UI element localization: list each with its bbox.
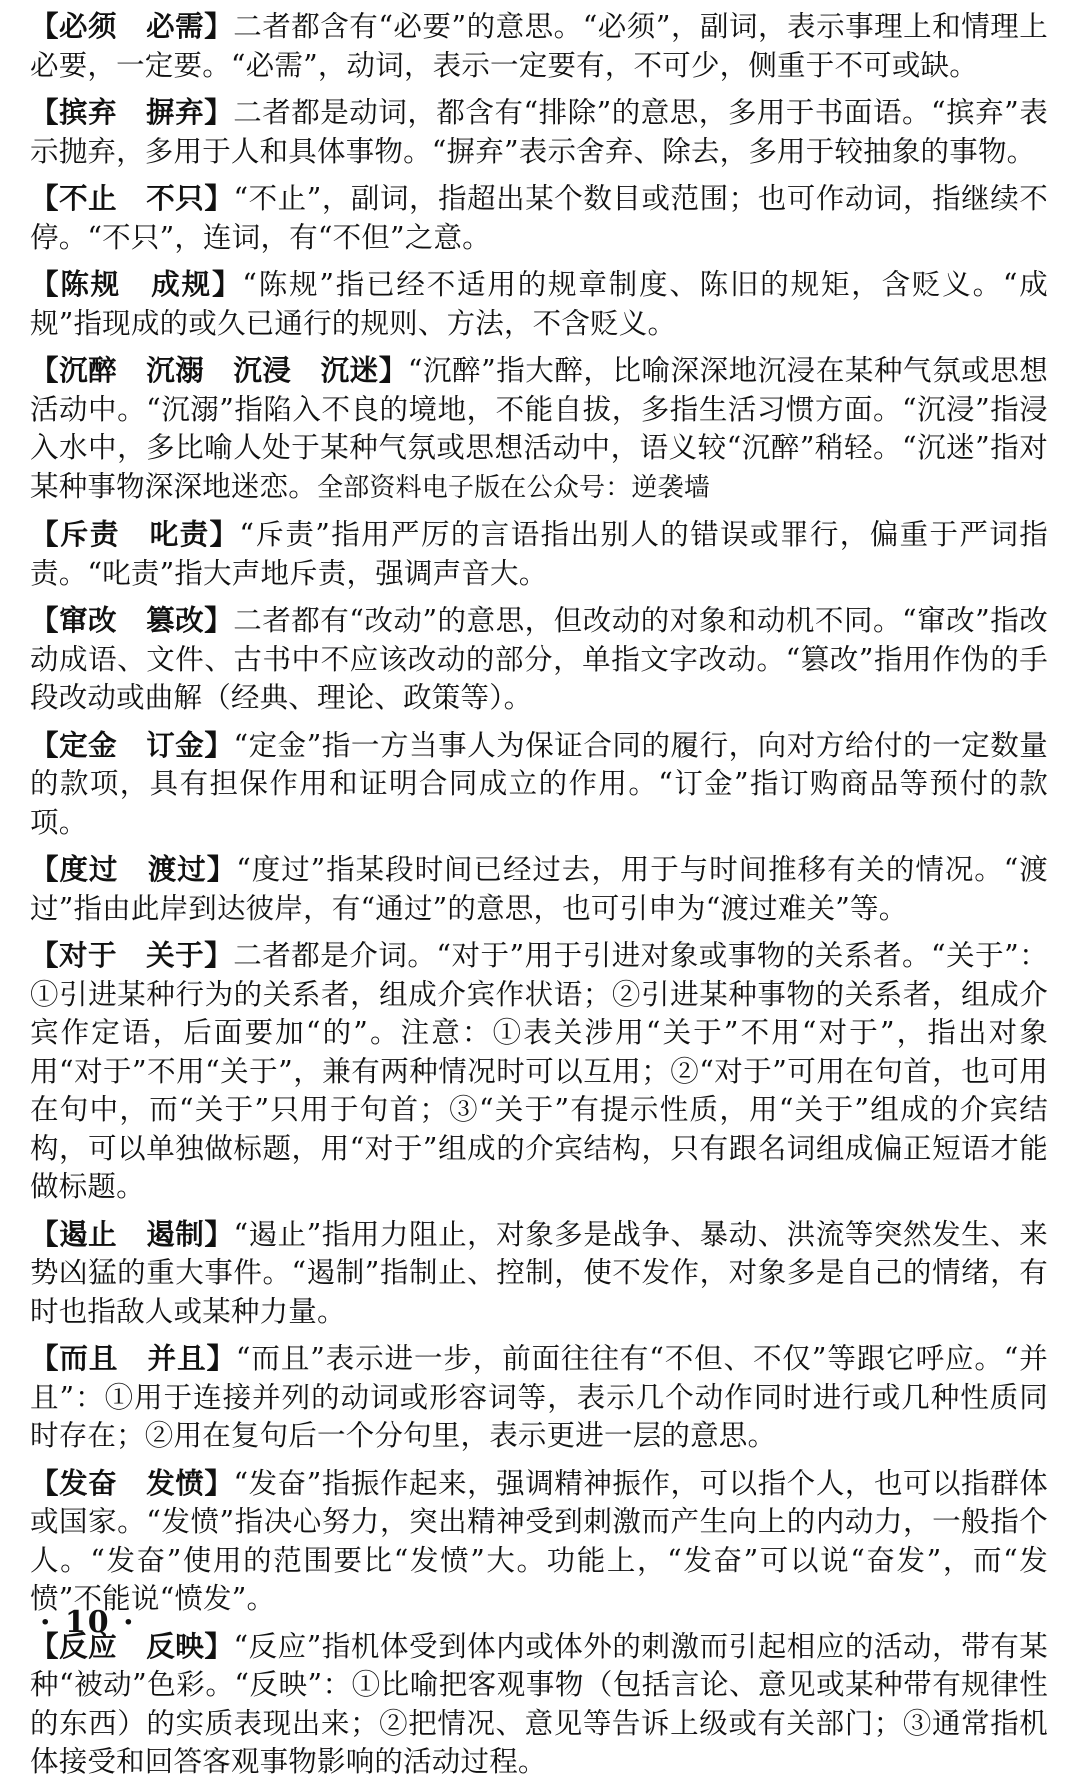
entry-term: 陈规 成规	[60, 268, 212, 301]
entry-text: “而且”表示进一步，前面往往有“不但、不仅”等跟它呼应。“并且”：①用于连接并列的动词或形容词等，表示几个动作同时进行或几种性质同时存在；②用在复句后一个分句里，表示更进一层的意思。	[30, 1342, 1048, 1452]
entry-term: 不止 不只	[59, 182, 205, 215]
entry-erqie: 【而且 并且】“而且”表示进一步，前面往往有“不但、不仅”等跟它呼应。“并且”：①用于连接并列的动词或形容词等，表示几个动作同时进行或几种性质同时存在；②用在复句后一个分句里，表示更进一层的意思。	[30, 1342, 1048, 1452]
entry-ezhi: 【遏止 遏制】“遏止”指用力阻止，对象多是战争、暴动、洪流等突然发生、来势凶猛的重大事件。“遏制”指制止、控制，使不发作，对象多是自己的情绪，有时也指敌人或某种力量。	[30, 1217, 1048, 1328]
entry-text: “发奋”指振作起来，强调精神振作，可以指个人，也可以指群体或国家。“发愤”指决心努力，突出精神受到刺激而产生向上的内动力，一般指个人。“发奋”使用的范围要比“发愤”大。功能上，“发奋”可以说“奋发”，而“发愤”不能说“愤发”。	[30, 1466, 1048, 1615]
entry-chize: 【斥责 叱责】“斥责”指用严厉的言语指出别人的错误或罪行，偏重于严词指责。“叱责”指大声地斥责，强调声音大。	[30, 518, 1048, 590]
entry-text: “遏止”指用力阻止，对象多是战争、暴动、洪流等突然发生、来势凶猛的重大事件。“遏制”指制止、控制，使不发作，对象多是自己的情绪，有时也指敌人或某种力量。	[30, 1217, 1048, 1328]
entry-buzhi: 【不止 不只】“不止”，副词，指超出某个数目或范围；也可作动词，指继续不停。“不只”，连词，有“不但”之意。	[30, 182, 1048, 254]
entry-fafen: 【发奋 发愤】“发奋”指振作起来，强调精神振作，可以指个人，也可以指群体或国家。“发愤”指决心努力，突出精神受到刺激而产生向上的内动力，一般指个人。“发奋”使用的范围要比“发愤”大。功能上，“发奋”可以说“奋发”，而“发愤”不能说“愤发”。	[30, 1466, 1048, 1615]
entry-duiyu: 【对于 关于】二者都是介词。“对于”用于引进对象或事物的关系者。“关于”：①引进某种行为的关系者，组成介宾作状语；②引进某种事物的关系者，组成介宾作定语，后面要加“的”。注意：①表关涉用“关于”不用“对于”，指出对象用“对于”不用“关于”，兼有两种情况时可以互用；②“对于”可用在句首，也可用在句中，而“关于”只用于句首；③“关于”有提示性质，用“关于”组成的介宾结构，可以单独做标题，用“对于”组成的介宾结构，只有跟名词组成偏正短语才能做标题。	[30, 939, 1048, 1203]
entry-text: “反应”指机体受到体内或体外的刺激而引起相应的活动，带有某种“被动”色彩。“反映”：①比喻把客观事物（包括言论、意见或某种带有规律性的东西）的实质表现出来；②把情况、意见等告诉上级或有关部门；③通常指机体接受和回答客观事物影响的活动过程。	[30, 1629, 1048, 1778]
entry-chenzui: 【沉醉 沉溺 沉浸 沉迷】“沉醉”指大醉，比喻深深地沉浸在某种气氛或思想活动中。“沉溺”指陷入不良的境地，不能自拔，多指生活习惯方面。“沉浸”指浸入水中，多比喻人处于某种气氛或思想活动中，语义较“沉醉”稍轻。“沉迷”指对某种事物深深地迷恋。全部资料电子版在公众号：逆袭墙	[30, 354, 1048, 503]
entry-duguo: 【度过 渡过】“度过”指某段时间已经过去，用于与时间推移有关的情况。“渡过”指由此岸到达彼岸，有“通过”的意思，也可引申为“渡过难关”等。	[30, 853, 1048, 925]
entry-note: 全部资料电子版在公众号：逆袭墙	[317, 472, 711, 503]
entry-term: 窜改 篡改	[59, 604, 205, 637]
page-number: · 10 ·	[40, 1605, 136, 1640]
document-page	[30, 8, 1048, 1791]
entry-text: “度过”指某段时间已经过去，用于与时间推移有关的情况。“渡过”指由此岸到达彼岸，有“通过”的意思，也可引申为“渡过难关”等。	[30, 853, 1048, 925]
entry-chengui: 【陈规 成规】“陈规”指已经不适用的规章制度、陈旧的规矩，含贬义。“成规”指现成的或久已通行的规则、方法，不含贬义。	[30, 268, 1048, 340]
entry-term: 必须 必需	[59, 10, 205, 43]
entry-text: “定金”指一方当事人为保证合同的履行，向对方给付的一定数量的款项，具有担保作用和证明合同成立的作用。“订金”指订购商品等预付的款项。	[30, 728, 1048, 839]
entry-text: 二者都含有“必要”的意思。“必须”，副词，表示事理上和情理上必要，一定要。“必需”，动词，表示一定要有，不可少，侧重于不可或缺。	[30, 10, 1048, 82]
entry-term: 斥责 叱责	[59, 518, 210, 551]
entry-term: 遏止 遏制	[59, 1217, 205, 1251]
entry-text: “沉醉”指大醉，比喻深深地沉浸在某种气氛或思想活动中。“沉溺”指陷入不良的境地，不能自拔，多指生活习惯方面。“沉浸”指浸入水中，多比喻人处于某种气氛或思想活动中，语义较“沉醉”稍轻。“沉迷”指对某种事物深深地迷恋。	[30, 354, 1048, 503]
entry-fanying: 【反应 反映】“反应”指机体受到体内或体外的刺激而引起相应的活动，带有某种“被动”色彩。“反映”：①比喻把客观事物（包括言论、意见或某种带有规律性的东西）的实质表现出来；②把情况、意见等告诉上级或有关部门；③通常指机体接受和回答客观事物影响的活动过程。	[30, 1629, 1048, 1778]
entry-term: 定金 订金	[59, 728, 205, 762]
entry-dingjin: 【定金 订金】“定金”指一方当事人为保证合同的履行，向对方给付的一定数量的款项，具有担保作用和证明合同成立的作用。“订金”指订购商品等预付的款项。	[30, 728, 1048, 839]
entry-term: 发奋 发愤	[59, 1466, 205, 1500]
entry-text: “斥责”指用严厉的言语指出别人的错误或罪行，偏重于严词指责。“叱责”指大声地斥责，强调声音大。	[30, 518, 1048, 590]
entry-text: “不止”，副词，指超出某个数目或范围；也可作动词，指继续不停。“不只”，连词，有“不但”之意。	[30, 182, 1048, 254]
entry-text: 二者都有“改动”的意思，但改动的对象和动机不同。“窜改”指改动成语、文件、古书中不应该改动的部分，单指文字改动。“篡改”指用作伪的手段改动或曲解（经典、理论、政策等）。	[30, 604, 1048, 714]
entry-binqi: 【摈弃 摒弃】二者都是动词，都含有“排除”的意思，多用于书面语。“摈弃”表示抛弃，多用于人和具体事物。“摒弃”表示舍弃、除去，多用于较抽象的事物。	[30, 96, 1048, 168]
entry-term: 而且 并且	[59, 1342, 207, 1375]
entry-term: 对于 关于	[59, 939, 205, 972]
entry-term: 反应 反映	[59, 1629, 205, 1663]
entry-text: 二者都是动词，都含有“排除”的意思，多用于书面语。“摈弃”表示抛弃，多用于人和具体事物。“摒弃”表示舍弃、除去，多用于较抽象的事物。	[30, 96, 1048, 168]
entry-cuangai: 【窜改 篡改】二者都有“改动”的意思，但改动的对象和动机不同。“窜改”指改动成语、文件、古书中不应该改动的部分，单指文字改动。“篡改”指用作伪的手段改动或曲解（经典、理论、政策等）。	[30, 604, 1048, 714]
entry-term: 度过 渡过	[59, 853, 207, 886]
entry-term: 沉醉 沉溺 沉浸 沉迷	[59, 354, 379, 387]
entry-term: 摈弃 摒弃	[59, 96, 205, 129]
entry-text: “陈规”指已经不适用的规章制度、陈旧的规矩，含贬义。“成规”指现成的或久已通行的规则、方法，不含贬义。	[30, 268, 1048, 340]
entry-text: 二者都是介词。“对于”用于引进对象或事物的关系者。“关于”：①引进某种行为的关系者，组成介宾作状语；②引进某种事物的关系者，组成介宾作定语，后面要加“的”。注意：①表关涉用“关于”不用“对于”，指出对象用“对于”不用“关于”，兼有两种情况时可以互用；②“对于”可用在句首，也可用在句中，而“关于”只用于句首；③“关于”有提示性质，用“关于”组成的介宾结构，可以单独做标题，用“对于”组成的介宾结构，只有跟名词组成偏正短语才能做标题。	[30, 939, 1048, 1203]
entry-bixu: 【必须 必需】二者都含有“必要”的意思。“必须”，副词，表示事理上和情理上必要，一定要。“必需”，动词，表示一定要有，不可少，侧重于不可或缺。	[30, 10, 1048, 82]
